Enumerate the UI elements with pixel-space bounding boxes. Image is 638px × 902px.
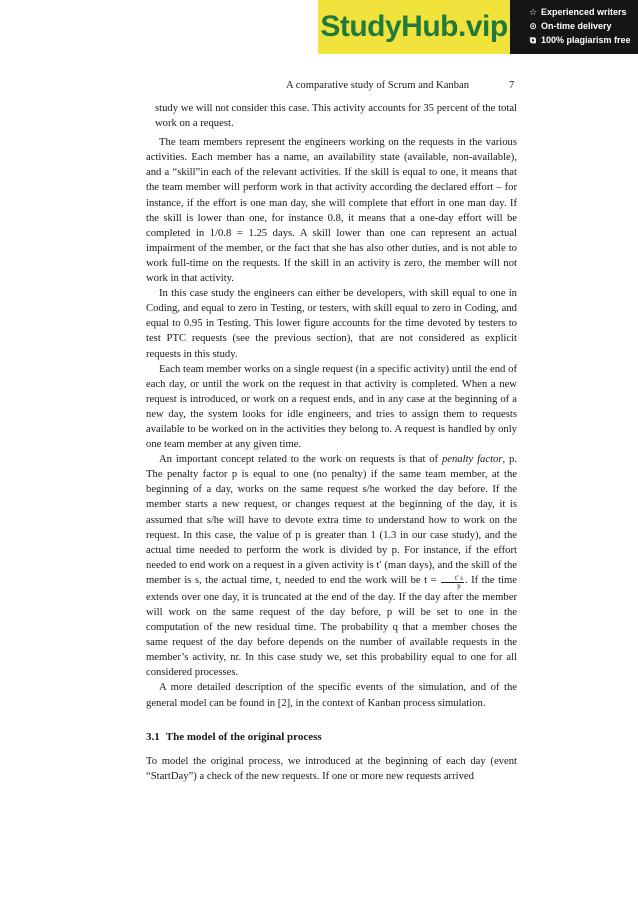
- feature-label: 100% plagiarism free: [541, 35, 631, 45]
- feature-label: Experienced writers: [541, 7, 627, 17]
- text-run: An important concept related to the work on requests is that of: [159, 454, 442, 466]
- feature-list: [528, 5, 631, 47]
- paragraph: [146, 452, 517, 680]
- section-title: The model of the original process: [165, 730, 322, 743]
- ad-banner[interactable]: [318, 0, 638, 54]
- emphasis-term: penalty factor: [441, 454, 503, 466]
- fraction-numerator: t′ s: [441, 575, 464, 583]
- running-header: A comparative study of Scrum and Kanban: [286, 80, 469, 91]
- text-run: , p. The penalty factor p is equal to one (no penalty) if the same team member, at the beginning of a day, works on the same request s/he worked the day before. If the member starts a new request, or changes request at the beginning of the day, it is assumed that s/he will have to devote extra time to understand how to work on the request. In this case, the value of p is greater than 1 (1.3 in our case study), and the actual time needed to perform the work is divided by p. For instance, if the effort needed to end work on a request in a given activity is t′ (man days), and the skill of the member is s, the actual time, t, needed to end the work will be t =: [146, 454, 517, 586]
- studyhub-logo[interactable]: [318, 0, 510, 54]
- paragraph: Each team member works on a single request (in a specific activity) until the end of each day, or until the work on the request in that activity is completed. When a new request is introduced, or work on a request ends, and in any case at the beginning of a new day, the system looks for idle engineers, and tries to assign them to requests available to be worked on in the activities they belong to. A request is handled by only one team member at any given time.: [146, 363, 517, 451]
- feature-label: On-time delivery: [541, 21, 612, 31]
- logo-text: StudyHub.vip: [320, 10, 508, 43]
- text-run: . If the time extends over one day, it is truncated at the end of the day. If the day after the member will work on the same request of the day before, p will be set to one in the computation of the new residual time. The probability q that a member choses the same request of the day before depends on the number of available requests in the member’s activity, nr. In this case study we, set this probability equal to one for all considered processes.: [146, 574, 518, 679]
- paragraph: study we will not consider this case. This activity accounts for 35 percent of the total work on a request.: [155, 103, 517, 130]
- paragraph: To model the original process, we introduced at the beginning of each day (event “StartDay”) a check of the new requests. If one or more new requests arrived: [146, 755, 517, 782]
- copy-icon: ⧉: [529, 35, 537, 45]
- fraction-denominator: p: [457, 581, 461, 590]
- paragraph: A more detailed description of the specific events of the simulation, and of the general model can be found in [2], in the context of Kanban process simulation.: [146, 682, 517, 709]
- page-number: 7: [509, 80, 515, 91]
- clock-icon: ⊙: [529, 21, 537, 31]
- page-body: [146, 101, 517, 784]
- fraction: [441, 575, 464, 590]
- paragraph: In this case study the engineers can either be developers, with skill equal to one in Coding, and equal to zero in Testing, or testers, with skill equal to zero in Coding, and equal to 0.95 in Testing. This lower figure accounts for the time devoted by testers to test PTC requests (see the previous section), that are not considered as explicit requests in this study.: [146, 288, 517, 360]
- paragraph: The team members represent the engineers working on the requests in the various activities. Each member has a name, an availability state (available, non-available), and a “skill”in each of the relevant activities. If the skill is equal to one, it means that the team member will perform work in that activity according the declared effort – for instance, if the effort is one man day, she will complete that effort in one man day. If the skill is lower than one, for instance 0.8, it means that a one-day effort will be completed in 1/0.8 = 1.25 days. A skill lower than one can represent an actual impairment of the member, or the fact that she has also other duties, and is not able to work full-time on the requests. If the skill in an activity is zero, the member will not work in that activity.: [146, 137, 517, 285]
- section-heading: [146, 730, 517, 745]
- star-icon: ☆: [528, 7, 538, 17]
- feature-item: [528, 19, 631, 33]
- feature-item: [528, 33, 631, 47]
- section-number: 3.1: [146, 730, 160, 743]
- feature-item: [528, 5, 631, 19]
